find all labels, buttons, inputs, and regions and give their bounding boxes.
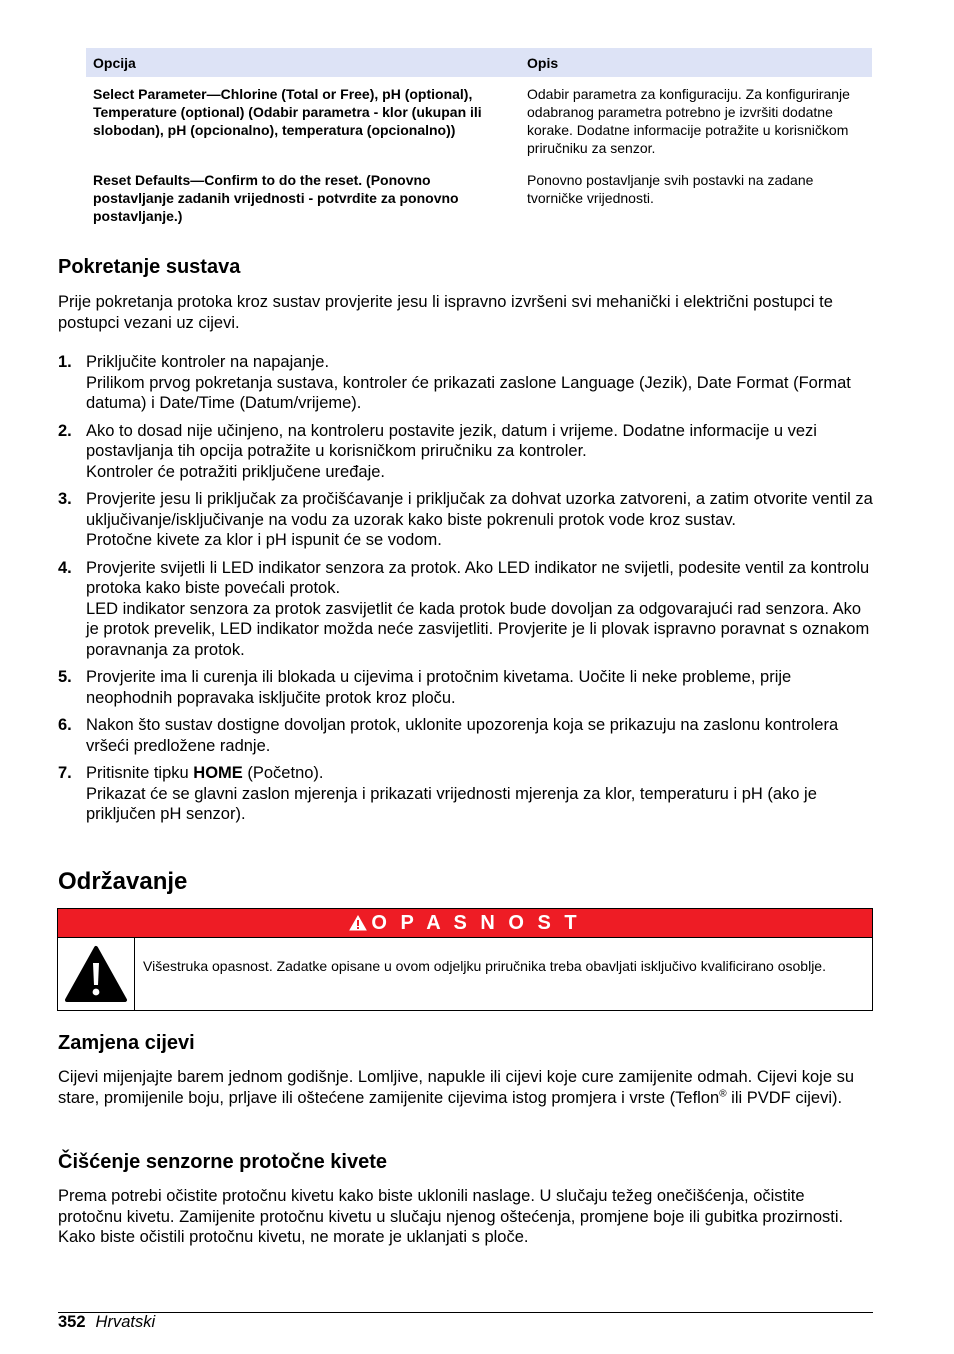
table-cell-option: Select Parameter—Chlorine (Total or Free), pH (optional), Temperature (optional) (Odabir parametra - klor (ukupan ili slobodan), pH (opcionalno), temperatura (opcionalno)) xyxy=(93,86,482,138)
step-text: Provjerite svijetli li LED indikator senzora za protok. Ako LED indikator ne svijetli, podesite ventil za kontrolu protoka kako biste povećali protok. xyxy=(86,558,870,597)
table-header-option: Opcija xyxy=(86,48,520,77)
danger-text: Višestruka opasnost. Zadatke opisane u ovom odjeljku priručnika treba obavljati isključivo kvalificirano osoblje. xyxy=(143,958,826,974)
table-row xyxy=(86,77,872,163)
maintenance-heading: Održavanje xyxy=(58,868,188,895)
step-number: 6. xyxy=(58,716,72,734)
table-row xyxy=(86,163,872,231)
footer-divider xyxy=(58,1312,873,1313)
startup-intro: Prije pokretanja protoka kroz sustav provjerite jesu li ispravno izvršeni svi mehanički i električni postupci te postupci vezani uz cijevi. xyxy=(58,293,833,332)
tubing-text-before: Cijevi mijenjajte barem jednom godišnje. Lomljive, napukle ili cijevi koje cure zamijenite odmah. Cijevi koje su stare, promijenile boju, prljave ili oštećene zamijenite cijevima istog promjera i vrste (Teflon xyxy=(58,1068,855,1107)
table-header-row xyxy=(86,48,872,77)
tubing-text-after: ili PVDF cijevi). xyxy=(726,1088,843,1107)
list-item xyxy=(58,558,873,661)
registered-mark: ® xyxy=(719,1088,727,1099)
startup-steps xyxy=(58,352,873,832)
list-item xyxy=(58,763,873,825)
list-item xyxy=(58,421,873,483)
step-number: 4. xyxy=(58,558,72,577)
table-cell-description: Ponovno postavljanje svih postavki na zadane tvorničke vrijednosti. xyxy=(527,172,814,206)
list-item xyxy=(58,489,873,551)
step-text-before: Pritisnite tipku xyxy=(86,764,194,782)
danger-header xyxy=(58,909,872,938)
step-text: Provjerite jesu li priključak za pročišćavanje i priključak za dohvat uzorka zatvoreni, a zatim otvorite ventil za uključivanje/isključivanje na vodu za uzorak kako biste pokrenuli protok vode kroz sustav. xyxy=(86,490,873,529)
step-result: Protočne kivete za klor i pH ispunit će se vodom. xyxy=(86,531,442,549)
step-text: Nakon što sustav dostigne dovoljan protok, uklonite upozorenja koja se prikazuju na zaslonu kontrolera vršeći predložene radnje. xyxy=(86,716,839,755)
tubing-heading: Zamjena cijevi xyxy=(58,1032,195,1054)
warning-icon xyxy=(349,911,367,939)
step-number: 2. xyxy=(58,421,72,440)
step-result: Kontroler će potražiti priključene uređaje. xyxy=(86,462,385,481)
table-header-description: Opis xyxy=(520,48,872,77)
footer-language: Hrvatski xyxy=(95,1313,156,1331)
page-footer xyxy=(58,1312,155,1332)
list-item xyxy=(58,715,873,756)
page-number: 352 xyxy=(58,1313,86,1331)
cleaning-heading: Čišćenje senzorne protočne kivete xyxy=(58,1151,388,1173)
startup-heading: Pokretanje sustava xyxy=(58,256,241,278)
step-number: 3. xyxy=(58,490,72,508)
table-cell-description: Odabir parametra za konfiguraciju. Za konfiguriranje odabranog parametra potrebno je izvršiti dodatne korake. Dodatne informacije potražite u korisničkom priručniku za senzor. xyxy=(527,86,850,156)
step-number: 1. xyxy=(58,353,72,371)
options-table xyxy=(86,48,872,231)
step-result: Prilikom prvog pokretanja sustava, kontroler će prikazati zaslone Language (Jezik), Date Format (Format datuma) i Date/Time (Datum/vrijeme). xyxy=(86,373,851,412)
list-item xyxy=(58,667,873,708)
step-number: 5. xyxy=(58,668,72,686)
table-cell-option: Reset Defaults—Confirm to do the reset. (Ponovno postavljanje zadanih vrijednosti - potvrdite za ponovno postavljanje.) xyxy=(93,172,459,224)
step-result: Prikazat će se glavni zaslon mjerenja i prikazati vrijednosti mjerenja za klor, temperaturu i pH (ako je priključen pH senzor). xyxy=(86,784,817,823)
danger-label: O P A S N O S T xyxy=(371,912,581,934)
home-key-label: HOME xyxy=(193,764,243,782)
danger-box xyxy=(57,908,873,1011)
step-number: 7. xyxy=(58,764,72,782)
hazard-warning-icon xyxy=(58,938,135,1010)
list-item xyxy=(58,352,873,414)
step-text-after: (Početno). xyxy=(242,764,324,782)
step-text: Provjerite ima li curenja ili blokada u cijevima i protočnim kivetama. Uočite li neke probleme, prije neophodnih popravaka isključite protok kroz ploču. xyxy=(86,668,792,707)
cleaning-text: Prema potrebi očistite protočnu kivetu kako biste uklonili naslage. U slučaju težeg onečišćenja, očistite protočnu kivetu. Zamijenite protočnu kivetu u slučaju njenog oštećenja, promjene boje ili gubitka prozirnosti. Kako biste očistili protočnu kivetu, ne morate je uklanjati s ploče. xyxy=(58,1187,844,1246)
step-text: Ako to dosad nije učinjeno, na kontroleru postavite jezik, datum i vrijeme. Dodatne informacije u vezi postavljanja tih opcija potražite u korisničkom priručniku za kontroler. xyxy=(86,421,817,460)
danger-body xyxy=(58,938,872,1010)
step-text: Priključite kontroler na napajanje. xyxy=(86,353,330,371)
step-result: LED indikator senzora za protok zasvijetlit će kada protok bude dovoljan za odgovarajući rad senzora. Ako je protok prevelik, LED indikator možda neće zasvijetliti. Provjerite je li plovak ispravno poravnat s oznakom poravnanja za protok. xyxy=(86,599,870,659)
tubing-text xyxy=(58,1067,873,1108)
